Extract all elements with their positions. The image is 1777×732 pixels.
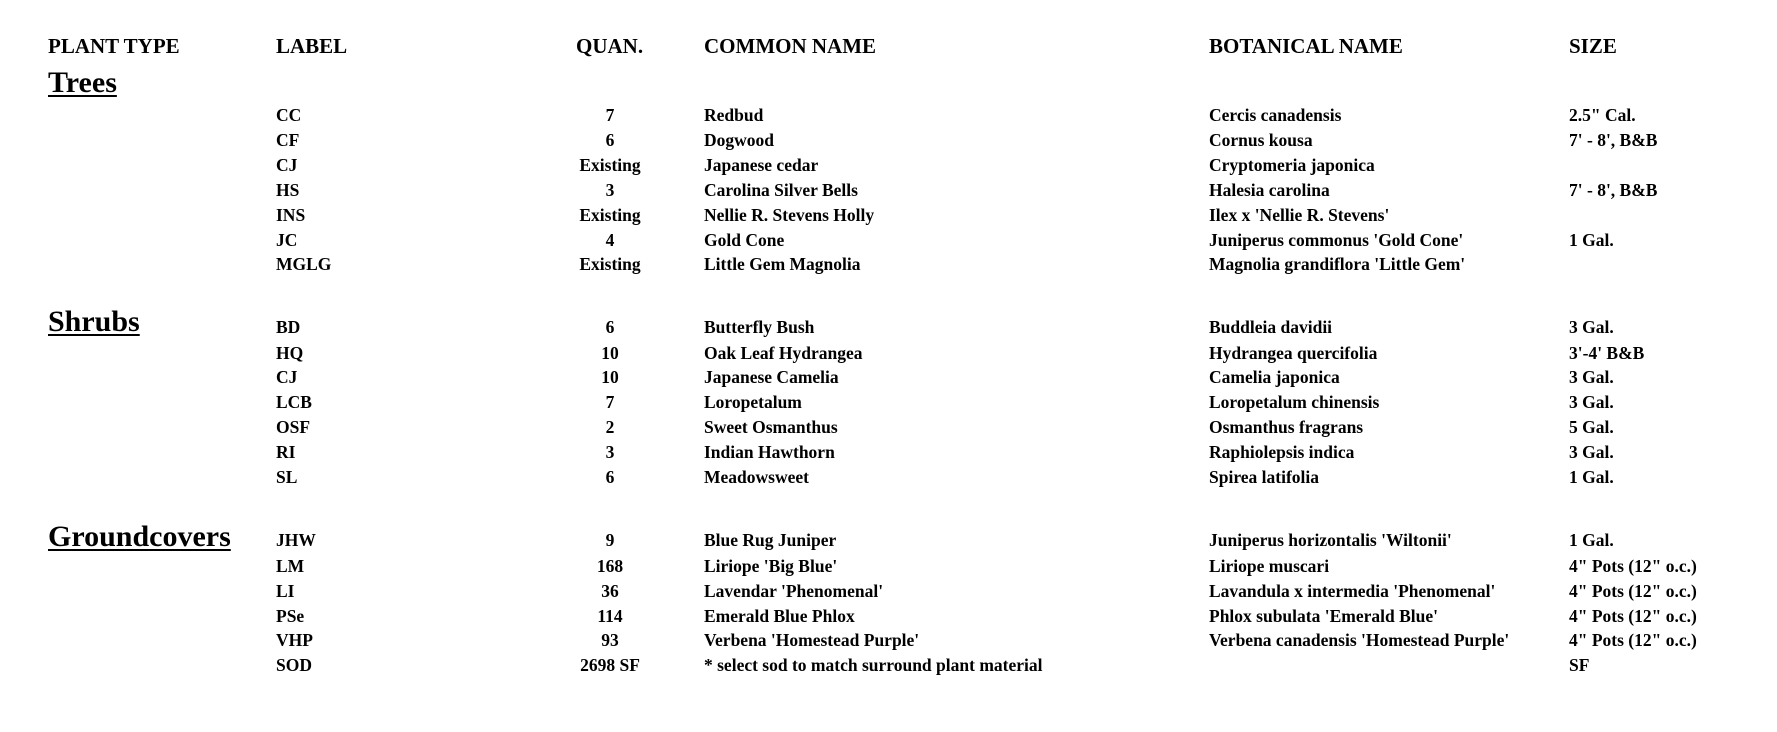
botanical-name: Verbena canadensis 'Homestead Purple' xyxy=(1209,630,1510,650)
plant-label: JHW xyxy=(276,530,316,550)
table-row xyxy=(0,316,1777,338)
category-shrubs: Shrubs xyxy=(48,305,140,338)
plant-quantity: Existing xyxy=(579,205,641,225)
common-name: Redbud xyxy=(704,105,764,125)
botanical-name: Ilex x 'Nellie R. Stevens' xyxy=(1209,205,1390,225)
table-row xyxy=(0,580,1777,602)
plant-size: 1 Gal. xyxy=(1569,230,1614,250)
plant-label: LM xyxy=(276,556,305,576)
plant-label: BD xyxy=(276,317,301,337)
plant-quantity: 7 xyxy=(605,105,615,125)
botanical-name: Buddleia davidii xyxy=(1209,317,1333,337)
botanical-name: Phlox subulata 'Emerald Blue' xyxy=(1209,606,1438,626)
table-row xyxy=(0,204,1777,226)
category-groundcovers: Groundcovers xyxy=(48,520,231,553)
table-row xyxy=(0,253,1777,275)
botanical-name: Juniperus commonus 'Gold Cone' xyxy=(1209,230,1464,250)
plant-label: INS xyxy=(276,205,306,225)
plant-size: 3 Gal. xyxy=(1569,367,1614,387)
plant-quantity: 114 xyxy=(597,606,623,626)
common-name: Meadowsweet xyxy=(704,467,809,487)
botanical-name: Hydrangea quercifolia xyxy=(1209,343,1378,363)
plant-size: 3 Gal. xyxy=(1569,442,1614,462)
plant-label: PSe xyxy=(276,606,305,626)
common-name: Indian Hawthorn xyxy=(704,442,835,462)
common-name: Lavendar 'Phenomenal' xyxy=(704,581,884,601)
plant-size: 4" Pots (12" o.c.) xyxy=(1569,556,1697,576)
common-name: Sweet Osmanthus xyxy=(704,417,838,437)
plant-quantity: 6 xyxy=(605,317,615,337)
header-botanical-name: BOTANICAL NAME xyxy=(1209,34,1403,58)
botanical-name: Loropetalum chinensis xyxy=(1209,392,1380,412)
common-name: Blue Rug Juniper xyxy=(704,530,837,550)
plant-quantity: 3 xyxy=(605,442,615,462)
common-name: Liriope 'Big Blue' xyxy=(704,556,838,576)
common-name: Verbena 'Homestead Purple' xyxy=(704,630,920,650)
plant-size: 3'-4' B&B xyxy=(1569,343,1645,363)
plant-quantity: 6 xyxy=(605,130,615,150)
plant-size: 4" Pots (12" o.c.) xyxy=(1569,581,1697,601)
table-row xyxy=(0,605,1777,627)
table-row xyxy=(0,104,1777,126)
common-name: Nellie R. Stevens Holly xyxy=(704,205,875,225)
plant-label: SL xyxy=(276,467,298,487)
plant-quantity: 2 xyxy=(605,417,615,437)
plant-size: 1 Gal. xyxy=(1569,530,1614,550)
plant-quantity: 168 xyxy=(596,556,624,576)
table-row xyxy=(0,366,1777,388)
header-plant-type: PLANT TYPE xyxy=(48,34,180,58)
botanical-name: Lavandula x intermedia 'Phenomenal' xyxy=(1209,581,1496,601)
botanical-name: Cryptomeria japonica xyxy=(1209,155,1375,175)
botanical-name: Juniperus horizontalis 'Wiltonii' xyxy=(1209,530,1452,550)
table-row xyxy=(0,441,1777,463)
plant-quantity: 4 xyxy=(605,230,615,250)
common-name: Dogwood xyxy=(704,130,775,150)
common-name: Little Gem Magnolia xyxy=(704,254,861,274)
plant-quantity: 93 xyxy=(601,630,619,650)
plant-label: JC xyxy=(276,230,298,250)
botanical-name: Magnolia grandiflora 'Little Gem' xyxy=(1209,254,1466,274)
header-label: LABEL xyxy=(276,34,348,58)
header-size: SIZE xyxy=(1569,34,1617,58)
common-name: Oak Leaf Hydrangea xyxy=(704,343,863,363)
plant-size: 3 Gal. xyxy=(1569,317,1614,337)
common-name: Japanese cedar xyxy=(704,155,819,175)
table-row xyxy=(0,416,1777,438)
plant-size: 3 Gal. xyxy=(1569,392,1614,412)
plant-quantity: Existing xyxy=(579,155,641,175)
table-row xyxy=(0,466,1777,488)
plant-quantity: 7 xyxy=(605,392,615,412)
common-name: Gold Cone xyxy=(704,230,785,250)
botanical-name: Halesia carolina xyxy=(1209,180,1330,200)
plant-label: HQ xyxy=(276,343,304,363)
plant-label: VHP xyxy=(276,630,313,650)
plant-quantity: 9 xyxy=(605,530,615,550)
table-row xyxy=(0,129,1777,151)
plant-size: 7' - 8', B&B xyxy=(1569,180,1658,200)
table-row xyxy=(0,391,1777,413)
header-common-name: COMMON NAME xyxy=(704,34,877,58)
table-row xyxy=(0,629,1777,651)
table-row xyxy=(0,154,1777,176)
plant-label: OSF xyxy=(276,417,311,437)
plant-quantity: 36 xyxy=(601,581,619,601)
plant-quantity: 6 xyxy=(605,467,615,487)
botanical-name: Raphiolepsis indica xyxy=(1209,442,1355,462)
table-row xyxy=(0,529,1777,551)
plant-label: HS xyxy=(276,180,300,200)
plant-size: SF xyxy=(1569,655,1590,675)
table-row xyxy=(0,654,1777,676)
plant-label: LI xyxy=(276,581,295,601)
plant-size: 4" Pots (12" o.c.) xyxy=(1569,630,1697,650)
botanical-name: Spirea latifolia xyxy=(1209,467,1320,487)
botanical-name: Camelia japonica xyxy=(1209,367,1340,387)
common-name: Butterfly Bush xyxy=(704,317,815,337)
category-trees: Trees xyxy=(48,66,117,99)
common-name: Japanese Camelia xyxy=(704,367,839,387)
header-quantity: QUAN. xyxy=(576,34,644,58)
botanical-name: Osmanthus fragrans xyxy=(1209,417,1364,437)
plant-label: LCB xyxy=(276,392,312,412)
table-row xyxy=(0,555,1777,577)
plant-size: 7' - 8', B&B xyxy=(1569,130,1658,150)
common-name: Loropetalum xyxy=(704,392,802,412)
plant-size: 2.5" Cal. xyxy=(1569,105,1636,125)
plant-label: RI xyxy=(276,442,296,462)
plant-label: CJ xyxy=(276,367,298,387)
table-row xyxy=(0,229,1777,251)
plant-quantity: 10 xyxy=(601,343,619,363)
plant-quantity: Existing xyxy=(579,254,641,274)
botanical-name: Liriope muscari xyxy=(1209,556,1330,576)
plant-label: MGLG xyxy=(276,254,332,274)
plant-quantity: 3 xyxy=(605,180,615,200)
plant-size: 5 Gal. xyxy=(1569,417,1614,437)
plant-quantity: 2698 SF xyxy=(580,655,640,675)
plant-label: CJ xyxy=(276,155,298,175)
common-name: Carolina Silver Bells xyxy=(704,180,858,200)
plant-label: SOD xyxy=(276,655,312,675)
plant-size: 1 Gal. xyxy=(1569,467,1614,487)
table-row xyxy=(0,179,1777,201)
plant-label: CC xyxy=(276,105,302,125)
botanical-name: Cornus kousa xyxy=(1209,130,1313,150)
plant-quantity: 10 xyxy=(601,367,619,387)
table-row xyxy=(0,342,1777,364)
plant-label: CF xyxy=(276,130,300,150)
common-name: Emerald Blue Phlox xyxy=(704,606,855,626)
common-name: * select sod to match surround plant material xyxy=(704,655,1043,675)
botanical-name: Cercis canadensis xyxy=(1209,105,1342,125)
plant-size: 4" Pots (12" o.c.) xyxy=(1569,606,1697,626)
